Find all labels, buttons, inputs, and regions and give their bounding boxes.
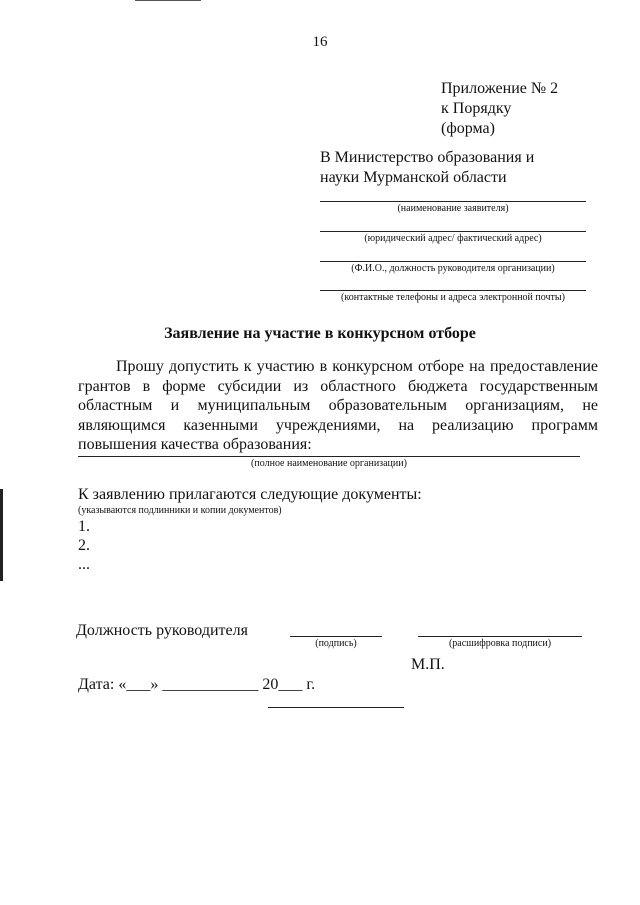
applicant-name-line[interactable] — [320, 201, 586, 202]
left-edge-mark — [0, 489, 3, 581]
position-label: Должность руководителя — [76, 622, 248, 639]
signature-decode-caption: (расшифровка подписи) — [448, 638, 552, 649]
contacts-caption: (контактные телефоны и адреса электронной почты) — [341, 292, 565, 303]
organization-name-caption: (полное наименование организации) — [251, 458, 407, 469]
appendix-line-1: Приложение № 2 — [441, 80, 559, 97]
appendix-block — [441, 79, 558, 139]
top-edge-mark — [135, 0, 201, 1]
addressee-line-2: науки Мурманской области — [320, 169, 507, 186]
bottom-separator-line — [268, 707, 404, 708]
address-line[interactable] — [320, 231, 586, 232]
attachment-item-3: ... — [78, 556, 90, 573]
signature-decode-line[interactable] — [418, 636, 582, 637]
signature-caption: (подпись) — [315, 638, 357, 649]
organization-name-line[interactable] — [78, 456, 580, 457]
address-caption: (юридический адрес/ фактический адрес) — [364, 233, 542, 244]
applicant-name-caption: (наименование заявителя) — [397, 203, 509, 214]
attachment-item-2: 2. — [78, 537, 90, 554]
application-body: Прошу допустить к участию в конкурсном отборе на предоставление грантов в форме субсидии из областного бюджета государственным областным и муниципальным образовательным организациям, не являющимся казенными учреждениями, на реализацию программ повышения качества образования: — [78, 358, 598, 453]
addressee-block — [320, 148, 534, 188]
attachments-note: (указываются подлинники и копии документов) — [78, 505, 282, 516]
appendix-line-2: к Порядку — [441, 100, 512, 117]
signature-line[interactable] — [290, 636, 382, 637]
addressee-line-1: В Министерство образования и — [320, 149, 535, 166]
appendix-line-3: (форма) — [441, 120, 495, 137]
director-caption: (Ф.И.О., должность руководителя организации) — [351, 263, 555, 274]
document-title: Заявление на участие в конкурсном отборе — [164, 325, 476, 342]
stamp-place: М.П. — [411, 656, 445, 673]
date-row[interactable]: Дата: «___» ____________ 20___ г. — [78, 676, 316, 693]
page-number: 16 — [312, 34, 328, 50]
contacts-line[interactable] — [320, 290, 586, 291]
attachments-heading: К заявлению прилагаются следующие документы: — [78, 486, 422, 503]
attachment-item-1: 1. — [78, 518, 90, 535]
director-line[interactable] — [320, 261, 586, 262]
